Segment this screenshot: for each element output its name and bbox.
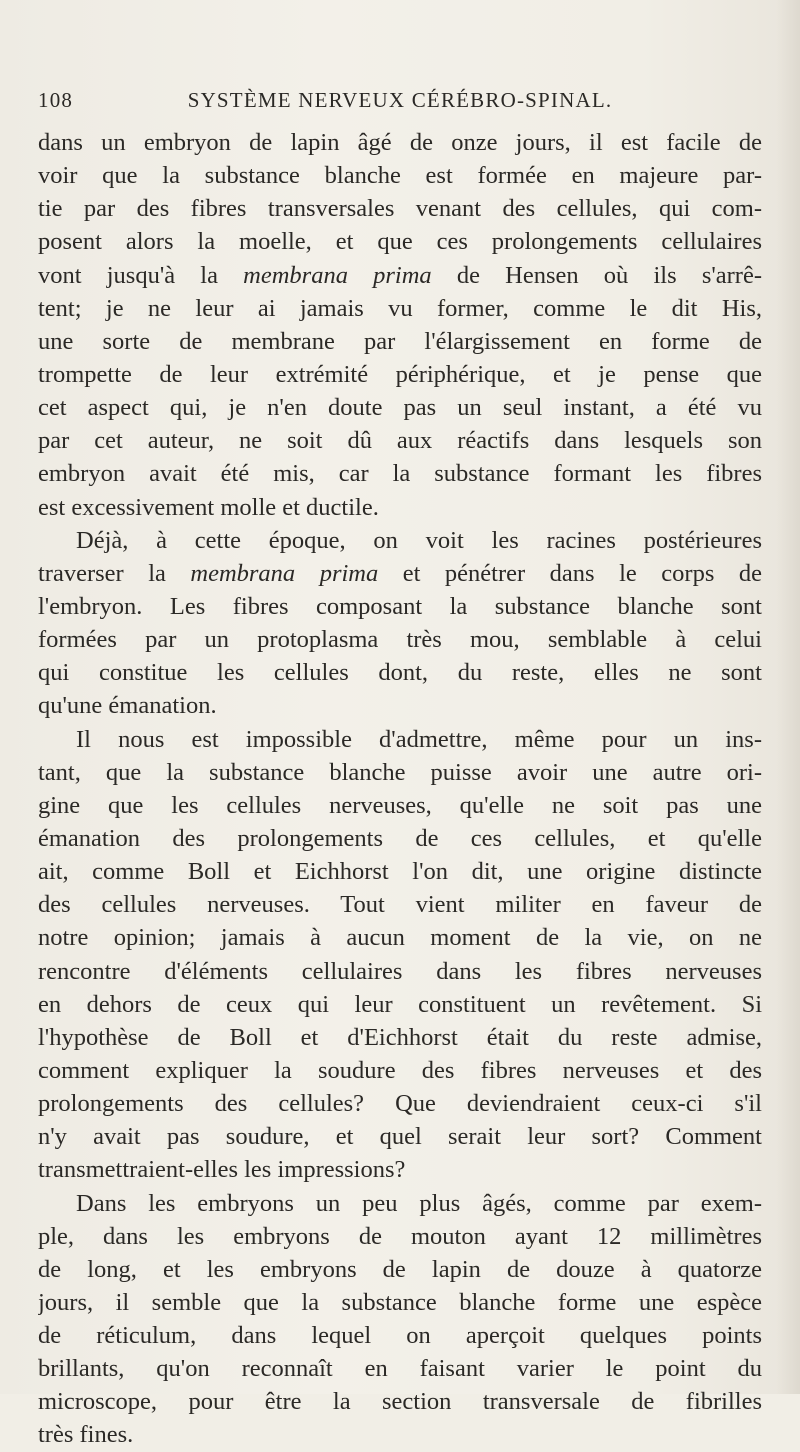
text-line [38, 1153, 762, 1186]
running-head [38, 88, 762, 118]
text-run: qu'une émanation. [38, 692, 217, 720]
text-line [38, 225, 762, 258]
text-line [38, 623, 762, 656]
text-run: est excessivement molle et ductile. [38, 493, 379, 521]
text-line [38, 1319, 762, 1352]
text-run: cet aspect qui, je n'en doute pas un seul instant, a été vu [38, 394, 762, 422]
text-run: notre opinion; jamais à aucun moment de la vie, on ne [38, 924, 762, 952]
text-run: vont jusqu'à la [38, 261, 244, 289]
text-line [38, 955, 762, 988]
text-run: par cet auteur, ne soit dû aux réactifs dans lesquels son [38, 427, 762, 455]
text-line [38, 1286, 762, 1319]
text-run: ple, dans les embryons de mouton ayant 12 millimètres [38, 1222, 762, 1250]
text-run: n'y avait pas soudure, et quel serait leur sort? Comment [38, 1123, 762, 1151]
text-line [38, 590, 762, 623]
text-run: tie par des fibres transversales venant des cellules, qui com- [38, 195, 762, 223]
text-line [38, 159, 762, 192]
text-run: tent; je ne leur ai jamais vu former, comme le dit His, [38, 294, 762, 322]
text-line [38, 424, 762, 457]
text-run: l'hypothèse de Boll et d'Eichhorst était du reste admise, [38, 1023, 762, 1051]
text-run: traverser la [38, 559, 191, 587]
text-line [38, 391, 762, 424]
text-run: trompette de leur extrémité périphérique, et je pense que [38, 360, 762, 388]
text-run: dans un embryon de lapin âgé de onze jours, il est facile de [38, 129, 762, 156]
text-run: microscope, pour être la section transversale de fibrilles [38, 1388, 762, 1416]
body-text [38, 126, 762, 1452]
text-line [38, 789, 762, 822]
text-line [38, 1253, 762, 1286]
text-run: une sorte de membrane par l'élargissement en forme de [38, 327, 762, 355]
text-run: Il nous est impossible d'admettre, même pour un ins- [76, 725, 762, 753]
text-line [38, 1352, 762, 1385]
text-line [38, 1385, 762, 1418]
text-run: des cellules nerveuses. Tout vient militer en faveur de [38, 891, 762, 919]
text-line [38, 1120, 762, 1153]
text-run: brillants, qu'on reconnaît en faisant varier le point du [38, 1355, 762, 1383]
text-line [38, 358, 762, 391]
running-title: SYSTÈME NERVEUX CÉRÉBRO-SPINAL. [187, 88, 613, 112]
text-line [38, 756, 762, 789]
text-line [38, 491, 762, 524]
text-line [38, 1220, 762, 1253]
text-line [38, 921, 762, 954]
text-run: ait, comme Boll et Eichhorst l'on dit, une origine distincte [38, 858, 762, 886]
text-line [38, 292, 762, 325]
text-line [38, 822, 762, 855]
text-run: gine que les cellules nerveuses, qu'elle ne soit pas une [38, 791, 762, 819]
text-run: émanation des prolongements de ces cellules, et qu'elle [38, 824, 762, 852]
text-line [38, 524, 762, 557]
text-line [38, 126, 762, 159]
text-line [38, 557, 762, 590]
text-run: qui constitue les cellules dont, du reste, elles ne sont [38, 659, 762, 687]
text-run: transmettraient-elles les impressions? [38, 1156, 406, 1184]
text-line [38, 689, 762, 722]
page-edge-shadow [776, 0, 800, 1394]
text-run: très fines. [38, 1421, 134, 1449]
text-line [38, 457, 762, 490]
text-line [38, 656, 762, 689]
page-number: 108 [38, 88, 74, 112]
text-line [38, 1054, 762, 1087]
text-run: jours, il semble que la substance blanche forme une espèce [38, 1288, 762, 1316]
text-line [38, 988, 762, 1021]
text-run: l'embryon. Les fibres composant la substance blanche sont [38, 592, 762, 620]
text-run: formées par un protoplasma très mou, semblable à celui [38, 626, 762, 654]
text-line [38, 1021, 762, 1054]
text-run: Dans les embryons un peu plus âgés, comme par exem- [76, 1189, 762, 1217]
text-line [38, 259, 762, 292]
text-line [38, 325, 762, 358]
text-line [38, 1418, 762, 1451]
text-run: tant, que la substance blanche puisse avoir une autre ori- [38, 758, 762, 786]
text-run: posent alors la moelle, et que ces prolongements cellulaires [38, 228, 762, 256]
text-line [38, 723, 762, 756]
text-run: voir que la substance blanche est formée en majeure par- [38, 162, 762, 190]
text-line [38, 855, 762, 888]
text-run: de Hensen où ils s'arrê- [431, 261, 762, 289]
text-run: de réticulum, dans lequel on aperçoit quelques points [38, 1322, 762, 1350]
text-run: embryon avait été mis, car la substance formant les fibres [38, 460, 762, 488]
text-line [38, 888, 762, 921]
text-line [38, 1187, 762, 1220]
italic-term: membrana prima [190, 559, 379, 587]
text-run: Déjà, à cette époque, on voit les racines postérieures [76, 526, 762, 554]
text-run: et pénétrer dans le corps de [378, 559, 762, 587]
text-run: comment expliquer la soudure des fibres nerveuses et des [38, 1056, 762, 1084]
text-run: de long, et les embryons de lapin de douze à quatorze [38, 1255, 762, 1283]
italic-term: membrana prima [243, 261, 432, 289]
text-run: en dehors de ceux qui leur constituent un revêtement. Si [38, 990, 762, 1018]
text-line [38, 1087, 762, 1120]
text-run: rencontre d'éléments cellulaires dans les fibres nerveuses [38, 957, 762, 985]
text-run: prolongements des cellules? Que deviendraient ceux-ci s'il [38, 1090, 762, 1118]
text-line [38, 192, 762, 225]
